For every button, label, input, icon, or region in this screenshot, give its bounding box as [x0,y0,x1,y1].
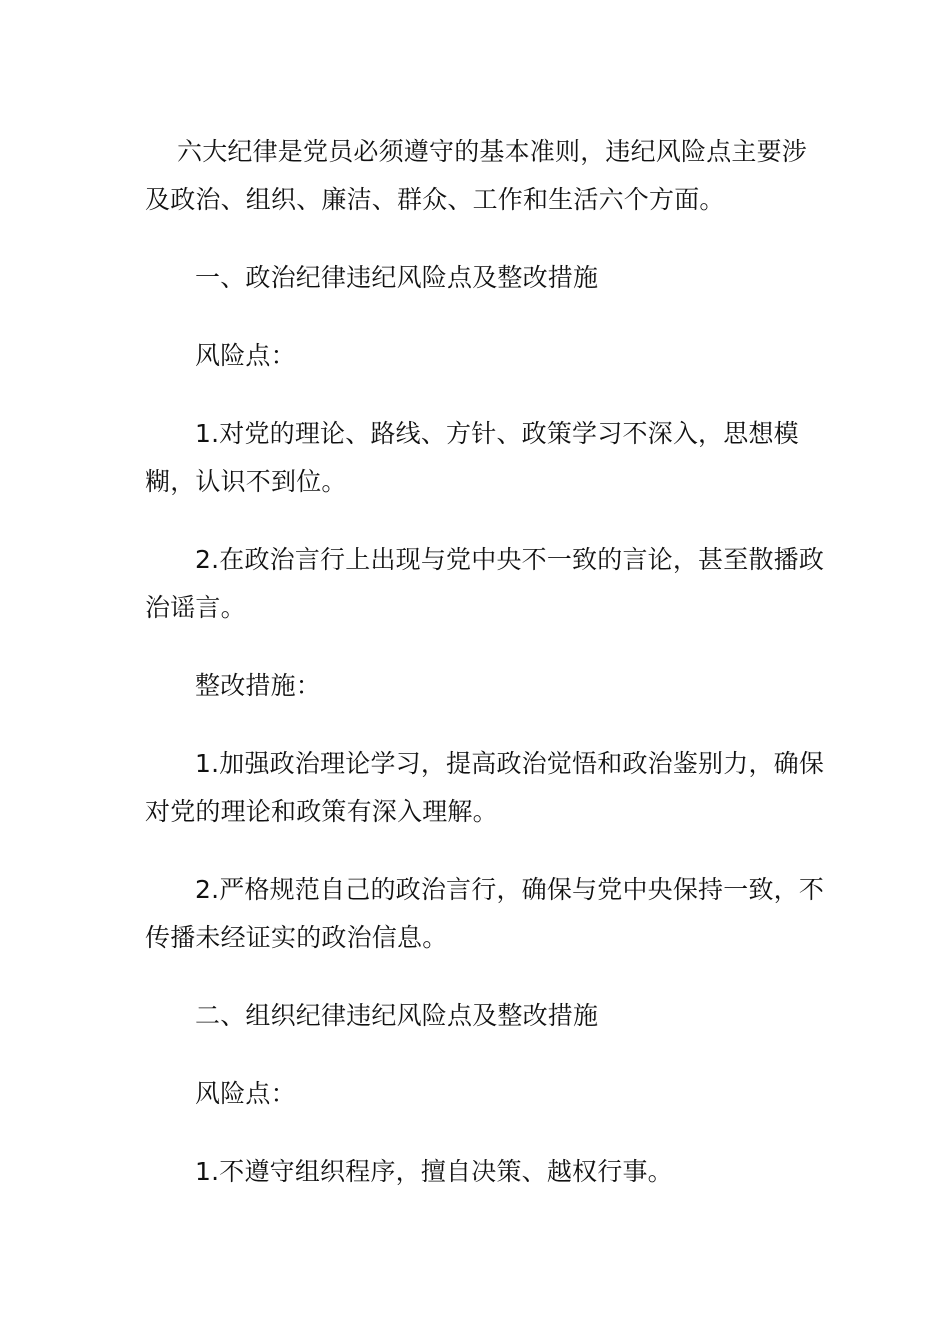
risk-points-label: 风险点： [195,341,296,370]
measure-item: 1.加强政治理论学习，提高政治觉悟和政治鉴别力，确保对党的理论和政策有深入理解。 [145,749,825,826]
risk-point-item: 2.在政治言行上出现与党中央不一致的言论，甚至散播政治谣言。 [145,545,825,622]
rectification-measures-label: 整改措施： [195,671,322,700]
intro-paragraph: 六大纪律是党员必须遵守的基本准则，违纪风险点主要涉及政治、组织、廉洁、群众、工作和生活六个方面。 [145,137,808,214]
risk-point-item: 1.不遵守组织程序，擅自决策、越权行事。 [195,1157,673,1186]
section-heading-political: 一、政治纪律违纪风险点及整改措施 [195,263,599,292]
document-body [145,128,825,1226]
risk-point-item: 1.对党的理论、路线、方针、政策学习不深入，思想模糊，认识不到位。 [145,419,799,496]
measure-item: 2.严格规范自己的政治言行，确保与党中央保持一致，不传播未经证实的政治信息。 [145,875,825,952]
risk-points-label: 风险点： [195,1079,296,1108]
section-heading-organizational: 二、组织纪律违纪风险点及整改措施 [195,1001,599,1030]
